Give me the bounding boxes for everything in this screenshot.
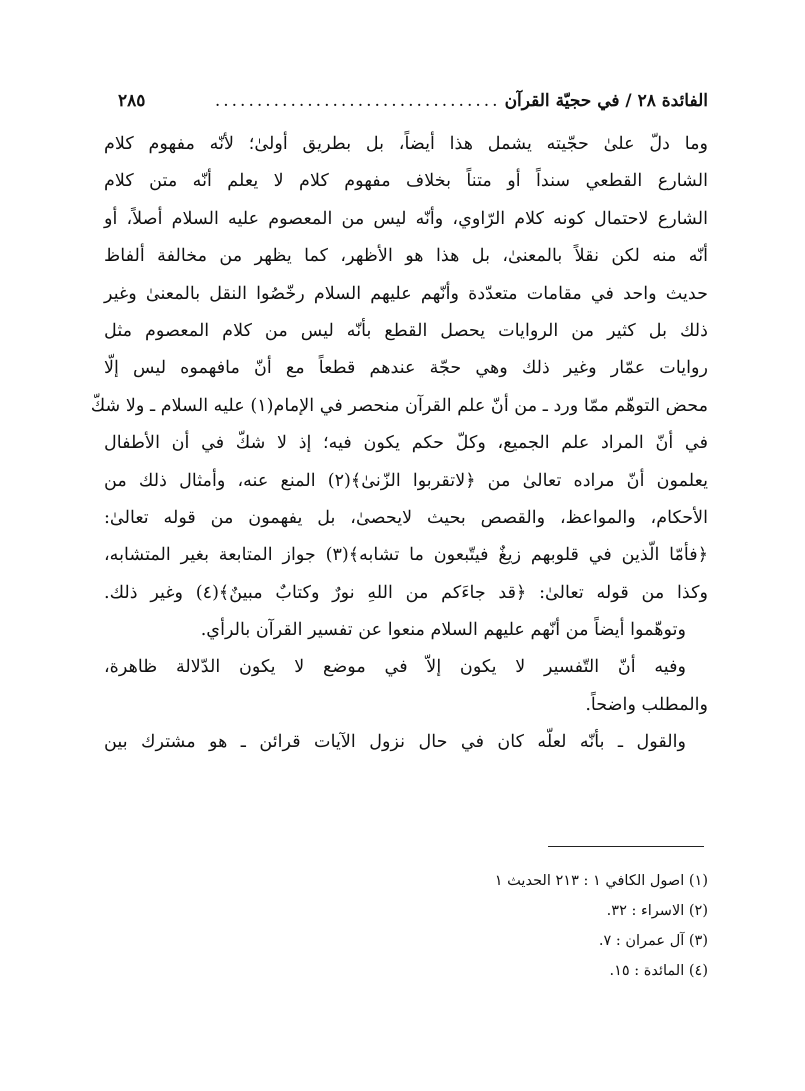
body-text [90,126,709,762]
text-line: يعلمون أنّ مراده تعالىٰ من ﴿لاتقربوا الزّنىٰ﴾(٢) المنع عنه، وأمثال ذلك من [104,470,708,491]
text-line: الشارع القطعي سنداً أو متناً بخلاف مفهوم كلام لا يعلم أنّه متن كلام [104,171,708,192]
header-title: الفائدة ٢٨ / في حجيّة القرآن [504,91,708,111]
text-line: وكذا من قوله تعالىٰ: ﴿قد جاءَكم من اللهِ نورٌ وكتابٌ مبينٌ﴾(٤) وغير ذلك. [104,582,708,603]
text-line: أنّه منه لكن نقلاً بالمعنىٰ، بل هذا هو الأظهر، كما يظهر من مخالفة ألفاظ [104,246,708,267]
text-line: وما دلّ علىٰ حجّيته يشمل هذا أيضاً، بل بطريق أولىٰ؛ لأنّه مفهوم كلام [104,134,708,154]
text-line: الشارع لاحتمال كونه كلام الرّاوي، وأنّه ليس من المعصوم عليه السلام أصلاً، أو [104,208,708,229]
text-line: الأحكام، والمواعظ، والقصص بحيث لايحصىٰ، بل يفهمون من قوله تعالىٰ: [104,507,708,528]
text-line: حديث واحد في مقامات متعدّدة وأنّهم عليهم السلام رخّصُوا النقل بالمعنىٰ وغير [104,283,708,304]
page-number: ٢٨٥ [118,91,146,111]
footnote: (٤) المائدة : ١٥. [609,963,708,979]
footnote: (٢) الاسراء : ٣٢. [606,903,708,919]
text-line: والمطلب واضحاً. [585,694,708,715]
running-header [118,88,708,114]
text-line: محض التوهّم ممّا ورد ـ من أنّ علم القرآن منحصر في الإمام(١) عليه السلام ـ ولا شكّ [90,395,708,416]
text-line: وفيه أنّ التّفسير لا يكون إلاّ في موضع لا يكون الدّلالة ظاهرة، [104,657,686,678]
text-line: ذلك بل كثير من الروايات يحصل القطع بأنّه ليس من كلام المعصوم مثل [104,320,708,341]
text-line: وتوهّموا أيضاً من أنّهم عليهم السلام منعوا عن تفسير القرآن بالرأي. [200,620,686,641]
header-leader-dots: .................................. [214,91,501,111]
footnote-divider [548,846,704,847]
text-line: في أنّ المراد علم الجميع، وكلّ حكم يكون فيه؛ إذ لا شكّ في أن الأطفال [104,433,708,454]
text-line: روايات عمّار وغير ذلك وهي حجّة عندهم قطعاً مع أنّ مافهموه ليس إلّا [104,358,708,379]
footnote: (١) اصول الكافي ١ : ٢١٣ الحديث ١ [494,873,708,889]
footnotes [300,866,708,986]
footnote: (٣) آل عمران : ٧. [598,933,708,949]
text-line: ﴿فأمّا الّذين في قلوبهم زيغٌ فيتّبعون ما تشابه﴾(٣) جواز المتابعة بغير المتشابه، [104,545,709,566]
text-line: والقول ـ بأنّه لعلّه كان في حال نزول الآيات قرائن ـ هو مشترك بين [104,732,686,753]
